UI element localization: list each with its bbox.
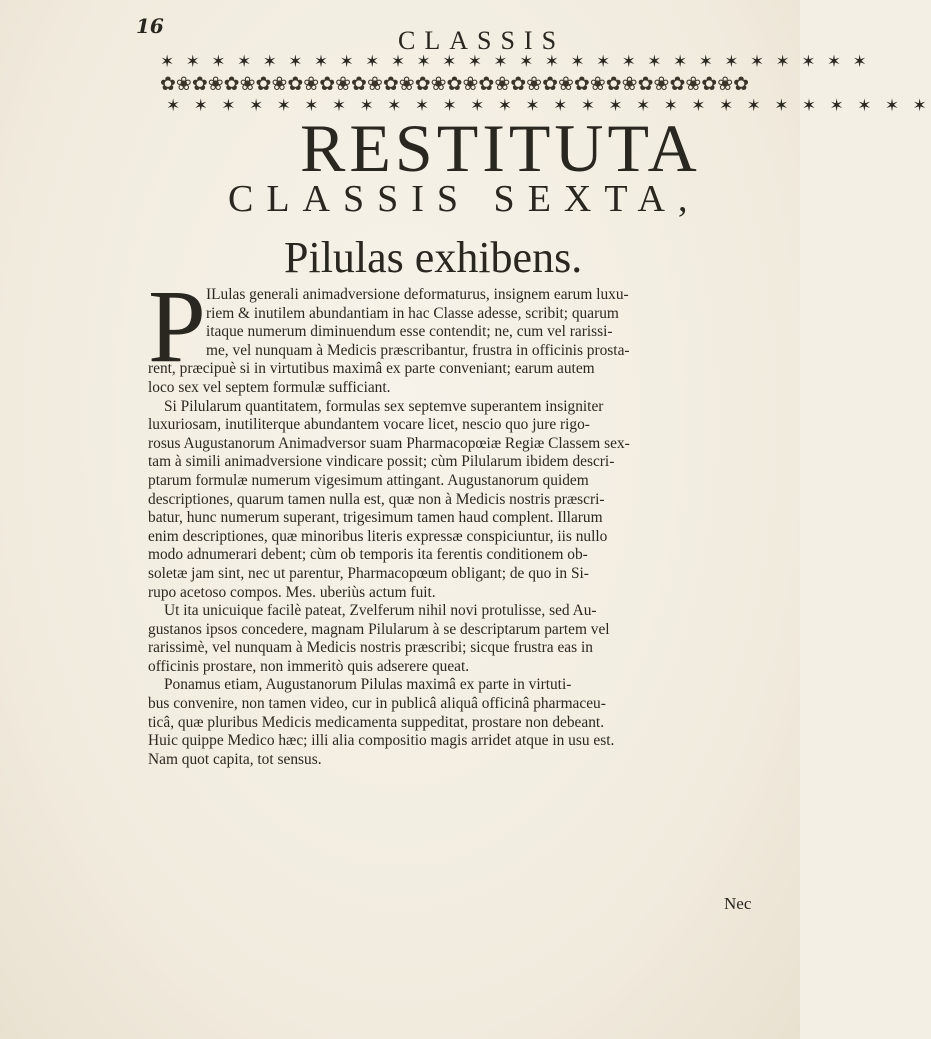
text-line: ILulas generali animadversione deformaturus, insignem earum luxu-	[206, 286, 629, 303]
text-line: Ut ita unicuique facilè pateat, Zvelferum nihil novi protulisse, sed Au-	[164, 602, 597, 620]
text-line: gustanos ipsos concedere, magnam Pilularum à se descriptarum partem vel	[148, 620, 610, 638]
text-line: officinis prostare, non immeritò quis adserere queat.	[148, 657, 470, 675]
text-line: bus convenire, non tamen video, cur in publicâ aliquâ officinâ pharmaceu-	[148, 695, 606, 713]
text-line: itaque numerum diminuendum esse contendit; ne, cum vel rarissi-	[206, 323, 613, 341]
text-line: luxuriosam, inutiliterque abundantem vocare licet, nescio quo jure rigo-	[148, 416, 590, 434]
text-line: Si Pilularum quantitatem, formulas sex septemve superantem insigniter	[164, 397, 604, 415]
text-line: rosus Augustanorum Animadversor suam Pharmacopœiæ Regiæ Classem sex-	[148, 434, 630, 452]
text-line: rent, præcipuè si in virtutibus maximâ ex parte conveniant; earum autem	[148, 360, 595, 378]
ornament-row-stars-bottom: ✶ ✶ ✶ ✶ ✶ ✶ ✶ ✶ ✶ ✶ ✶ ✶ ✶ ✶ ✶ ✶ ✶ ✶ ✶ ✶ ✶ ✶ ✶ ✶ ✶ ✶ ✶ ✶	[166, 96, 931, 116]
text-line: riem & inutilem abundantiam in hac Classe adesse, scribit; quarum	[206, 304, 619, 322]
text-line: enim descriptiones, quæ minoribus literis expressæ conspiciuntur, iis nullo	[148, 527, 608, 545]
text-line: batur, hunc numerum superant, trigesimum tamen haud complent. Illarum	[148, 509, 603, 527]
text-line: loco sex vel septem formulæ sufficiant.	[148, 378, 391, 396]
text-line: descriptiones, quarum tamen nulla est, quæ non à Medicis nostris præscri-	[148, 490, 605, 508]
ornament-row-stars-top: ✶ ✶ ✶ ✶ ✶ ✶ ✶ ✶ ✶ ✶ ✶ ✶ ✶ ✶ ✶ ✶ ✶ ✶ ✶ ✶ ✶ ✶ ✶ ✶ ✶ ✶ ✶ ✶	[160, 52, 870, 72]
catchword: Nec	[724, 894, 752, 913]
text-line: soletæ jam sint, nec ut parentur, Pharmacopœum obligant; de quo in Si-	[148, 564, 589, 582]
title-main: RESTITUTA	[300, 110, 701, 186]
text-line: rarissimè, vel nunquam à Medicis nostris præscribi; sicque frustra eas in	[148, 639, 593, 657]
text-line: ticâ, quæ pluribus Medicis medicamenta suppeditat, prostare non debeant.	[148, 713, 605, 731]
text-line: tam à simili animadversione vindicare possit; cùm Pilularum ibidem descri-	[148, 453, 615, 471]
title-description: Pilulas exhibens.	[284, 233, 583, 282]
text-line: Ponamus etiam, Augustanorum Pilulas maximâ ex parte in virtuti-	[164, 676, 572, 694]
page-number: 16	[136, 14, 164, 38]
drop-cap: P	[148, 269, 206, 384]
text-line: modo adnumerari debent; cùm ob temporis ita ferentis conditionem ob-	[148, 546, 588, 564]
text-line: me, vel nunquam à Medicis præscribantur, frustra in officinis prosta-	[206, 341, 630, 359]
title-sub: CLASSIS SEXTA,	[228, 178, 701, 220]
ornament-row-flowers: ✿❀✿❀✿❀✿❀✿❀✿❀✿❀✿❀✿❀✿❀✿❀✿❀✿❀✿❀✿❀✿❀✿❀✿❀✿	[160, 73, 750, 95]
body-text	[148, 286, 782, 769]
text-line: rupo acetoso compos. Mes. uberiùs actum fuit.	[148, 583, 436, 601]
running-head: CLASSIS	[398, 26, 566, 55]
text-line: ptarum formulæ numerum vigesimum attingant. Augustanorum quidem	[148, 471, 589, 489]
text-line: Huic quippe Medico hæc; illi alia compositio magis arridet atque in usu est.	[148, 732, 615, 750]
text-line: Nam quot capita, tot sensus.	[148, 750, 322, 768]
